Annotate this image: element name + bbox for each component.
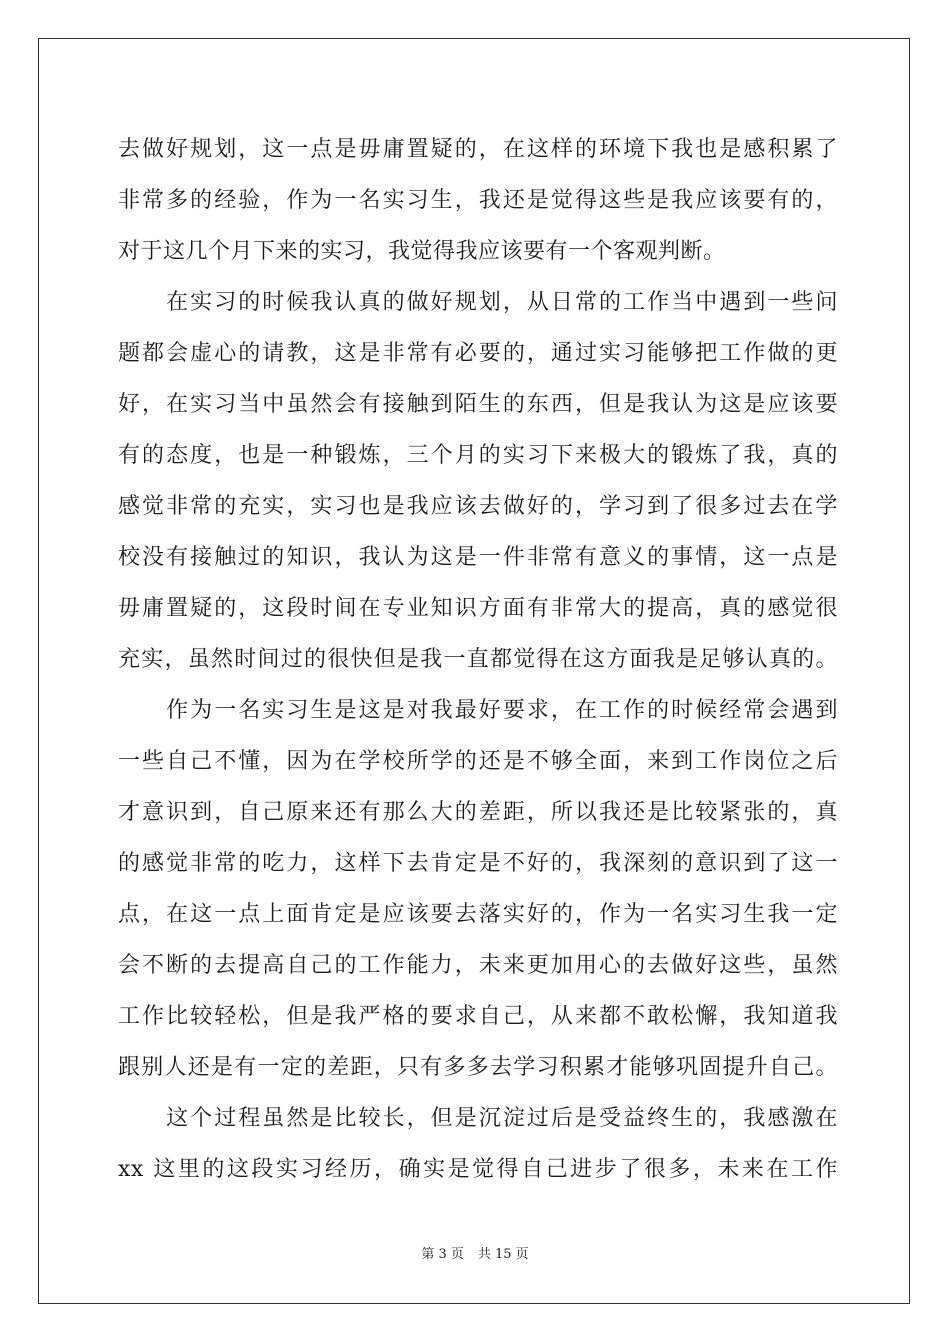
text-line: 充实，虽然时间过的很快但是我一直都觉得在这方面我是足够认真的。 — [118, 647, 838, 672]
text-line: 感觉非常的充实，实习也是我应该去做好的，学习到了很多过去在学 — [118, 494, 838, 519]
text-line: 在实习的时候我认真的做好规划，从日常的工作当中遇到一些问 — [118, 290, 838, 315]
page-total: 共 15 页 — [477, 1247, 529, 1262]
text-line: 的感觉非常的吃力，这样下去肯定是不好的，我深刻的意识到了这一 — [118, 851, 838, 876]
text-line: 会不断的去提高自己的工作能力，未来更加用心的去做好这些，虽然 — [118, 953, 838, 978]
text-line: 非常多的经验，作为一名实习生，我还是觉得这些是我应该要有的， — [118, 188, 838, 213]
text-line: 对于这几个月下来的实习，我觉得我应该要有一个客观判断。 — [118, 239, 726, 264]
text-line: 才意识到，自己原来还有那么大的差距，所以我还是比较紧张的，真 — [118, 800, 838, 825]
text-line: 这个过程虽然是比较长，但是沉淀过后是受益终生的，我感激在 — [118, 1106, 838, 1131]
text-line: 点，在这一点上面肯定是应该要去落实好的，作为一名实习生我一定 — [118, 902, 838, 927]
text-line: 去做好规划，这一点是毋庸置疑的，在这样的环境下我也是感积累了 — [118, 137, 838, 162]
text-line: 作为一名实习生是这是对我最好要求，在工作的时候经常会遇到 — [118, 698, 838, 723]
text-line: 毋庸置疑的，这段时间在专业知识方面有非常大的提高，真的感觉很 — [118, 596, 838, 621]
text-line: 题都会虚心的请教，这是非常有必要的，通过实习能够把工作做的更 — [118, 341, 838, 366]
text-line: xx 这里的这段实习经历，确实是觉得自己进步了很多，未来在工作 — [118, 1157, 838, 1182]
text-line: 有的态度，也是一种锻炼，三个月的实习下来极大的锻炼了我，真的 — [118, 443, 838, 468]
text-line: 好，在实习当中虽然会有接触到陌生的东西，但是我认为这是应该要 — [118, 392, 838, 417]
page-footer — [0, 1247, 950, 1263]
page-number: 第 3 页 — [421, 1247, 464, 1262]
text-line: 跟别人还是有一定的差距，只有多多去学习积累才能够巩固提升自己。 — [118, 1055, 838, 1080]
text-line: 工作比较轻松，但是我严格的要求自己，从来都不敢松懈，我知道我 — [118, 1004, 838, 1029]
text-line: 校没有接触过的知识，我认为这是一件非常有意义的事情，这一点是 — [118, 545, 838, 570]
text-line: 一些自己不懂，因为在学校所学的还是不够全面，来到工作岗位之后 — [118, 749, 838, 774]
